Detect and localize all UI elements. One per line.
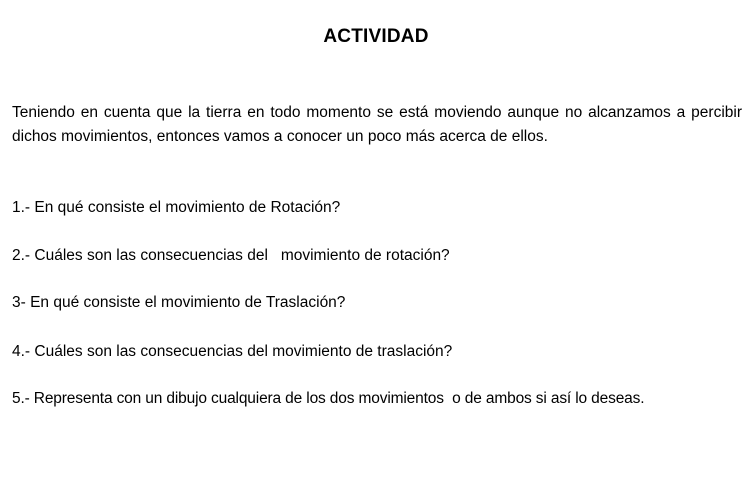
question-5: 5.- Representa con un dibujo cualquiera de los dos movimientos o de ambos si así lo deseas. <box>12 390 645 407</box>
document-title: ACTIVIDAD <box>323 26 429 47</box>
intro-paragraph: Teniendo en cuenta que la tierra en todo momento se está moviendo aunque no alcanzamos a percibir dichos movimientos, entonces vamos a conocer un poco más acerca de ellos. <box>12 104 742 145</box>
question-1: 1.- En qué consiste el movimiento de Rotación? <box>12 199 341 216</box>
question-2: 2.- Cuáles son las consecuencias del movimiento de rotación? <box>12 247 450 264</box>
question-4: 4.- Cuáles son las consecuencias del movimiento de traslación? <box>12 343 453 360</box>
question-3: 3- En qué consiste el movimiento de Traslación? <box>12 294 346 311</box>
